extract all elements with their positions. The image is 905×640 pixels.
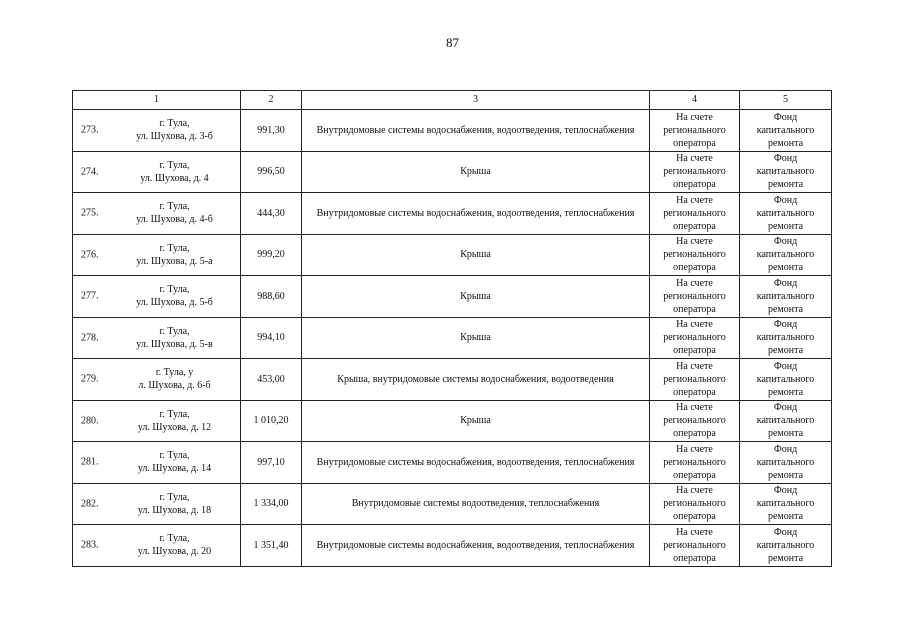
- account-line: регионального: [663, 124, 726, 136]
- account-line: оператора: [673, 303, 716, 315]
- fund-cell: [740, 442, 832, 484]
- address-street: ул. Шухова, д. 14: [137, 463, 212, 475]
- address: [75, 200, 238, 226]
- table-row: [73, 276, 832, 318]
- fund-line: капитального: [756, 124, 815, 136]
- row-number: 275.: [81, 207, 99, 219]
- address-city: г. Тула,: [159, 118, 190, 130]
- area-cell: 988,60: [241, 276, 302, 318]
- address: [75, 159, 238, 185]
- work-type-cell: Внутридомовые системы водоотведения, теплоснабжения: [302, 483, 650, 525]
- account-cell: [650, 234, 740, 276]
- fund-line: капитального: [756, 498, 815, 510]
- account-cell: [650, 193, 740, 235]
- fund-line: капитального: [756, 207, 815, 219]
- fund-cell: [740, 234, 832, 276]
- address-cell: [73, 483, 241, 525]
- account-line: оператора: [673, 262, 716, 274]
- row-number: 273.: [81, 124, 99, 136]
- account-line: регионального: [663, 166, 726, 178]
- address: [75, 449, 238, 475]
- table-row: [73, 193, 832, 235]
- fund-line: капитального: [756, 456, 815, 468]
- row-number: 279.: [81, 373, 99, 385]
- account-line: На счете: [676, 194, 713, 206]
- address: [75, 366, 238, 392]
- account-cell: [650, 359, 740, 401]
- area-cell: 453,00: [241, 359, 302, 401]
- table-row: [73, 110, 832, 152]
- account-line: оператора: [673, 469, 716, 481]
- address: [75, 408, 238, 434]
- account-line: оператора: [673, 386, 716, 398]
- work-type-cell: Внутридомовые системы водоснабжения, водоотведения, теплоснабжения: [302, 110, 650, 152]
- fund-line: капитального: [756, 373, 815, 385]
- account-line: На счете: [676, 526, 713, 538]
- fund-line: Фонд: [773, 319, 798, 331]
- address-cell: [73, 151, 241, 193]
- address-city: г. Тула,: [159, 408, 190, 420]
- fund-line: ремонта: [767, 179, 804, 191]
- account-line: На счете: [676, 111, 713, 123]
- column-header-1: 1: [73, 91, 241, 110]
- account-line: регионального: [663, 498, 726, 510]
- account-line: регионального: [663, 539, 726, 551]
- address-cell: [73, 317, 241, 359]
- address-street: ул. Шухова, д. 12: [137, 421, 212, 433]
- column-header-4: 4: [650, 91, 740, 110]
- area-cell: 1 334,00: [241, 483, 302, 525]
- address-city: г. Тула,: [159, 450, 190, 462]
- fund-line: Фонд: [773, 485, 798, 497]
- fund-line: Фонд: [773, 360, 798, 372]
- header-row: [73, 91, 832, 110]
- fund-line: капитального: [756, 290, 815, 302]
- account-line: регионального: [663, 415, 726, 427]
- table-row: [73, 483, 832, 525]
- account-cell: [650, 276, 740, 318]
- account-line: оператора: [673, 179, 716, 191]
- address-city: г. Тула, у: [155, 367, 194, 379]
- address-cell: [73, 276, 241, 318]
- account-line: На счете: [676, 236, 713, 248]
- fund-cell: [740, 525, 832, 567]
- account-line: На счете: [676, 153, 713, 165]
- address-cell: [73, 400, 241, 442]
- row-number: 283.: [81, 539, 99, 551]
- account-line: оператора: [673, 220, 716, 232]
- area-cell: 1 351,40: [241, 525, 302, 567]
- work-type-cell: Крыша: [302, 317, 650, 359]
- fund-cell: [740, 317, 832, 359]
- account-line: На счете: [676, 319, 713, 331]
- fund-line: Фонд: [773, 443, 798, 455]
- row-number: 276.: [81, 249, 99, 261]
- address: [75, 532, 238, 558]
- account-line: На счете: [676, 402, 713, 414]
- address-street: ул. Шухова, д. 5-в: [136, 338, 213, 350]
- address-street: ул. Шухова, д. 5-а: [136, 255, 213, 267]
- account-line: оператора: [673, 511, 716, 523]
- account-line: регионального: [663, 207, 726, 219]
- address-city: г. Тула,: [159, 242, 190, 254]
- account-cell: [650, 525, 740, 567]
- account-line: На счете: [676, 277, 713, 289]
- account-line: На счете: [676, 485, 713, 497]
- address-cell: [73, 525, 241, 567]
- work-type-cell: Крыша: [302, 276, 650, 318]
- row-number: 282.: [81, 498, 99, 510]
- table-row: [73, 400, 832, 442]
- row-number: 280.: [81, 415, 99, 427]
- fund-line: капитального: [756, 415, 815, 427]
- account-line: регионального: [663, 332, 726, 344]
- row-number: 274.: [81, 166, 99, 178]
- account-cell: [650, 110, 740, 152]
- area-cell: 1 010,20: [241, 400, 302, 442]
- address-city: г. Тула,: [159, 533, 190, 545]
- fund-line: ремонта: [767, 262, 804, 274]
- work-type-cell: Внутридомовые системы водоснабжения, водоотведения, теплоснабжения: [302, 193, 650, 235]
- column-header-5: 5: [740, 91, 832, 110]
- account-cell: [650, 151, 740, 193]
- address: [75, 283, 238, 309]
- account-line: На счете: [676, 443, 713, 455]
- table-row: [73, 442, 832, 484]
- address: [75, 325, 238, 351]
- account-line: На счете: [676, 360, 713, 372]
- fund-cell: [740, 400, 832, 442]
- address-city: г. Тула,: [159, 159, 190, 171]
- fund-cell: [740, 276, 832, 318]
- account-cell: [650, 483, 740, 525]
- area-cell: 996,50: [241, 151, 302, 193]
- row-number: 281.: [81, 456, 99, 468]
- fund-line: ремонта: [767, 345, 804, 357]
- table-row: [73, 359, 832, 401]
- address-city: г. Тула,: [159, 325, 190, 337]
- address-street: ул. Шухова, д. 20: [137, 546, 212, 558]
- account-cell: [650, 317, 740, 359]
- fund-cell: [740, 110, 832, 152]
- area-cell: 994,10: [241, 317, 302, 359]
- table-row: [73, 317, 832, 359]
- table-row: [73, 151, 832, 193]
- address: [75, 491, 238, 517]
- fund-line: Фонд: [773, 153, 798, 165]
- table-row: [73, 525, 832, 567]
- account-cell: [650, 442, 740, 484]
- area-cell: 997,10: [241, 442, 302, 484]
- fund-line: Фонд: [773, 236, 798, 248]
- fund-line: Фонд: [773, 402, 798, 414]
- page-number: 87: [446, 35, 459, 50]
- fund-cell: [740, 359, 832, 401]
- address-street: ул. Шухова, д. 4-б: [136, 214, 213, 226]
- address-street: ул. Шухова, д. 3-б: [136, 131, 213, 143]
- column-header-2: 2: [241, 91, 302, 110]
- account-line: регионального: [663, 290, 726, 302]
- work-type-cell: Внутридомовые системы водоснабжения, водоотведения, теплоснабжения: [302, 525, 650, 567]
- fund-cell: [740, 151, 832, 193]
- account-line: оператора: [673, 137, 716, 149]
- fund-line: ремонта: [767, 303, 804, 315]
- fund-line: Фонд: [773, 277, 798, 289]
- area-cell: 444,30: [241, 193, 302, 235]
- account-cell: [650, 400, 740, 442]
- account-line: регионального: [663, 456, 726, 468]
- address-street: ул. Шухова, д. 4: [140, 172, 209, 184]
- fund-line: ремонта: [767, 428, 804, 440]
- address-cell: [73, 234, 241, 276]
- registry-table: [72, 90, 832, 567]
- fund-line: капитального: [756, 539, 815, 551]
- address: [75, 242, 238, 268]
- account-line: оператора: [673, 552, 716, 564]
- fund-line: ремонта: [767, 511, 804, 523]
- address-cell: [73, 110, 241, 152]
- row-number: 278.: [81, 332, 99, 344]
- fund-cell: [740, 483, 832, 525]
- fund-cell: [740, 193, 832, 235]
- address-cell: [73, 193, 241, 235]
- fund-line: Фонд: [773, 111, 798, 123]
- address-cell: [73, 359, 241, 401]
- address: [75, 117, 238, 143]
- account-line: оператора: [673, 345, 716, 357]
- address-street: ул. Шухова, д. 5-б: [136, 297, 213, 309]
- fund-line: Фонд: [773, 526, 798, 538]
- fund-line: ремонта: [767, 386, 804, 398]
- fund-line: ремонта: [767, 469, 804, 481]
- fund-line: ремонта: [767, 220, 804, 232]
- address-city: г. Тула,: [159, 201, 190, 213]
- account-line: регионального: [663, 373, 726, 385]
- fund-line: ремонта: [767, 137, 804, 149]
- column-header-3: 3: [302, 91, 650, 110]
- account-line: регионального: [663, 249, 726, 261]
- address-street: л. Шухова, д. 6-б: [138, 380, 211, 392]
- address-city: г. Тула,: [159, 491, 190, 503]
- address-street: ул. Шухова, д. 18: [137, 504, 212, 516]
- work-type-cell: Внутридомовые системы водоснабжения, водоотведения, теплоснабжения: [302, 442, 650, 484]
- fund-line: ремонта: [767, 552, 804, 564]
- fund-line: капитального: [756, 332, 815, 344]
- address-city: г. Тула,: [159, 284, 190, 296]
- work-type-cell: Крыша: [302, 400, 650, 442]
- row-number: 277.: [81, 290, 99, 302]
- work-type-cell: Крыша: [302, 151, 650, 193]
- area-cell: 999,20: [241, 234, 302, 276]
- fund-line: капитального: [756, 249, 815, 261]
- area-cell: 991,30: [241, 110, 302, 152]
- work-type-cell: Крыша: [302, 234, 650, 276]
- table-row: [73, 234, 832, 276]
- fund-line: капитального: [756, 166, 815, 178]
- account-line: оператора: [673, 428, 716, 440]
- fund-line: Фонд: [773, 194, 798, 206]
- address-cell: [73, 442, 241, 484]
- work-type-cell: Крыша, внутридомовые системы водоснабжения, водоотведения: [302, 359, 650, 401]
